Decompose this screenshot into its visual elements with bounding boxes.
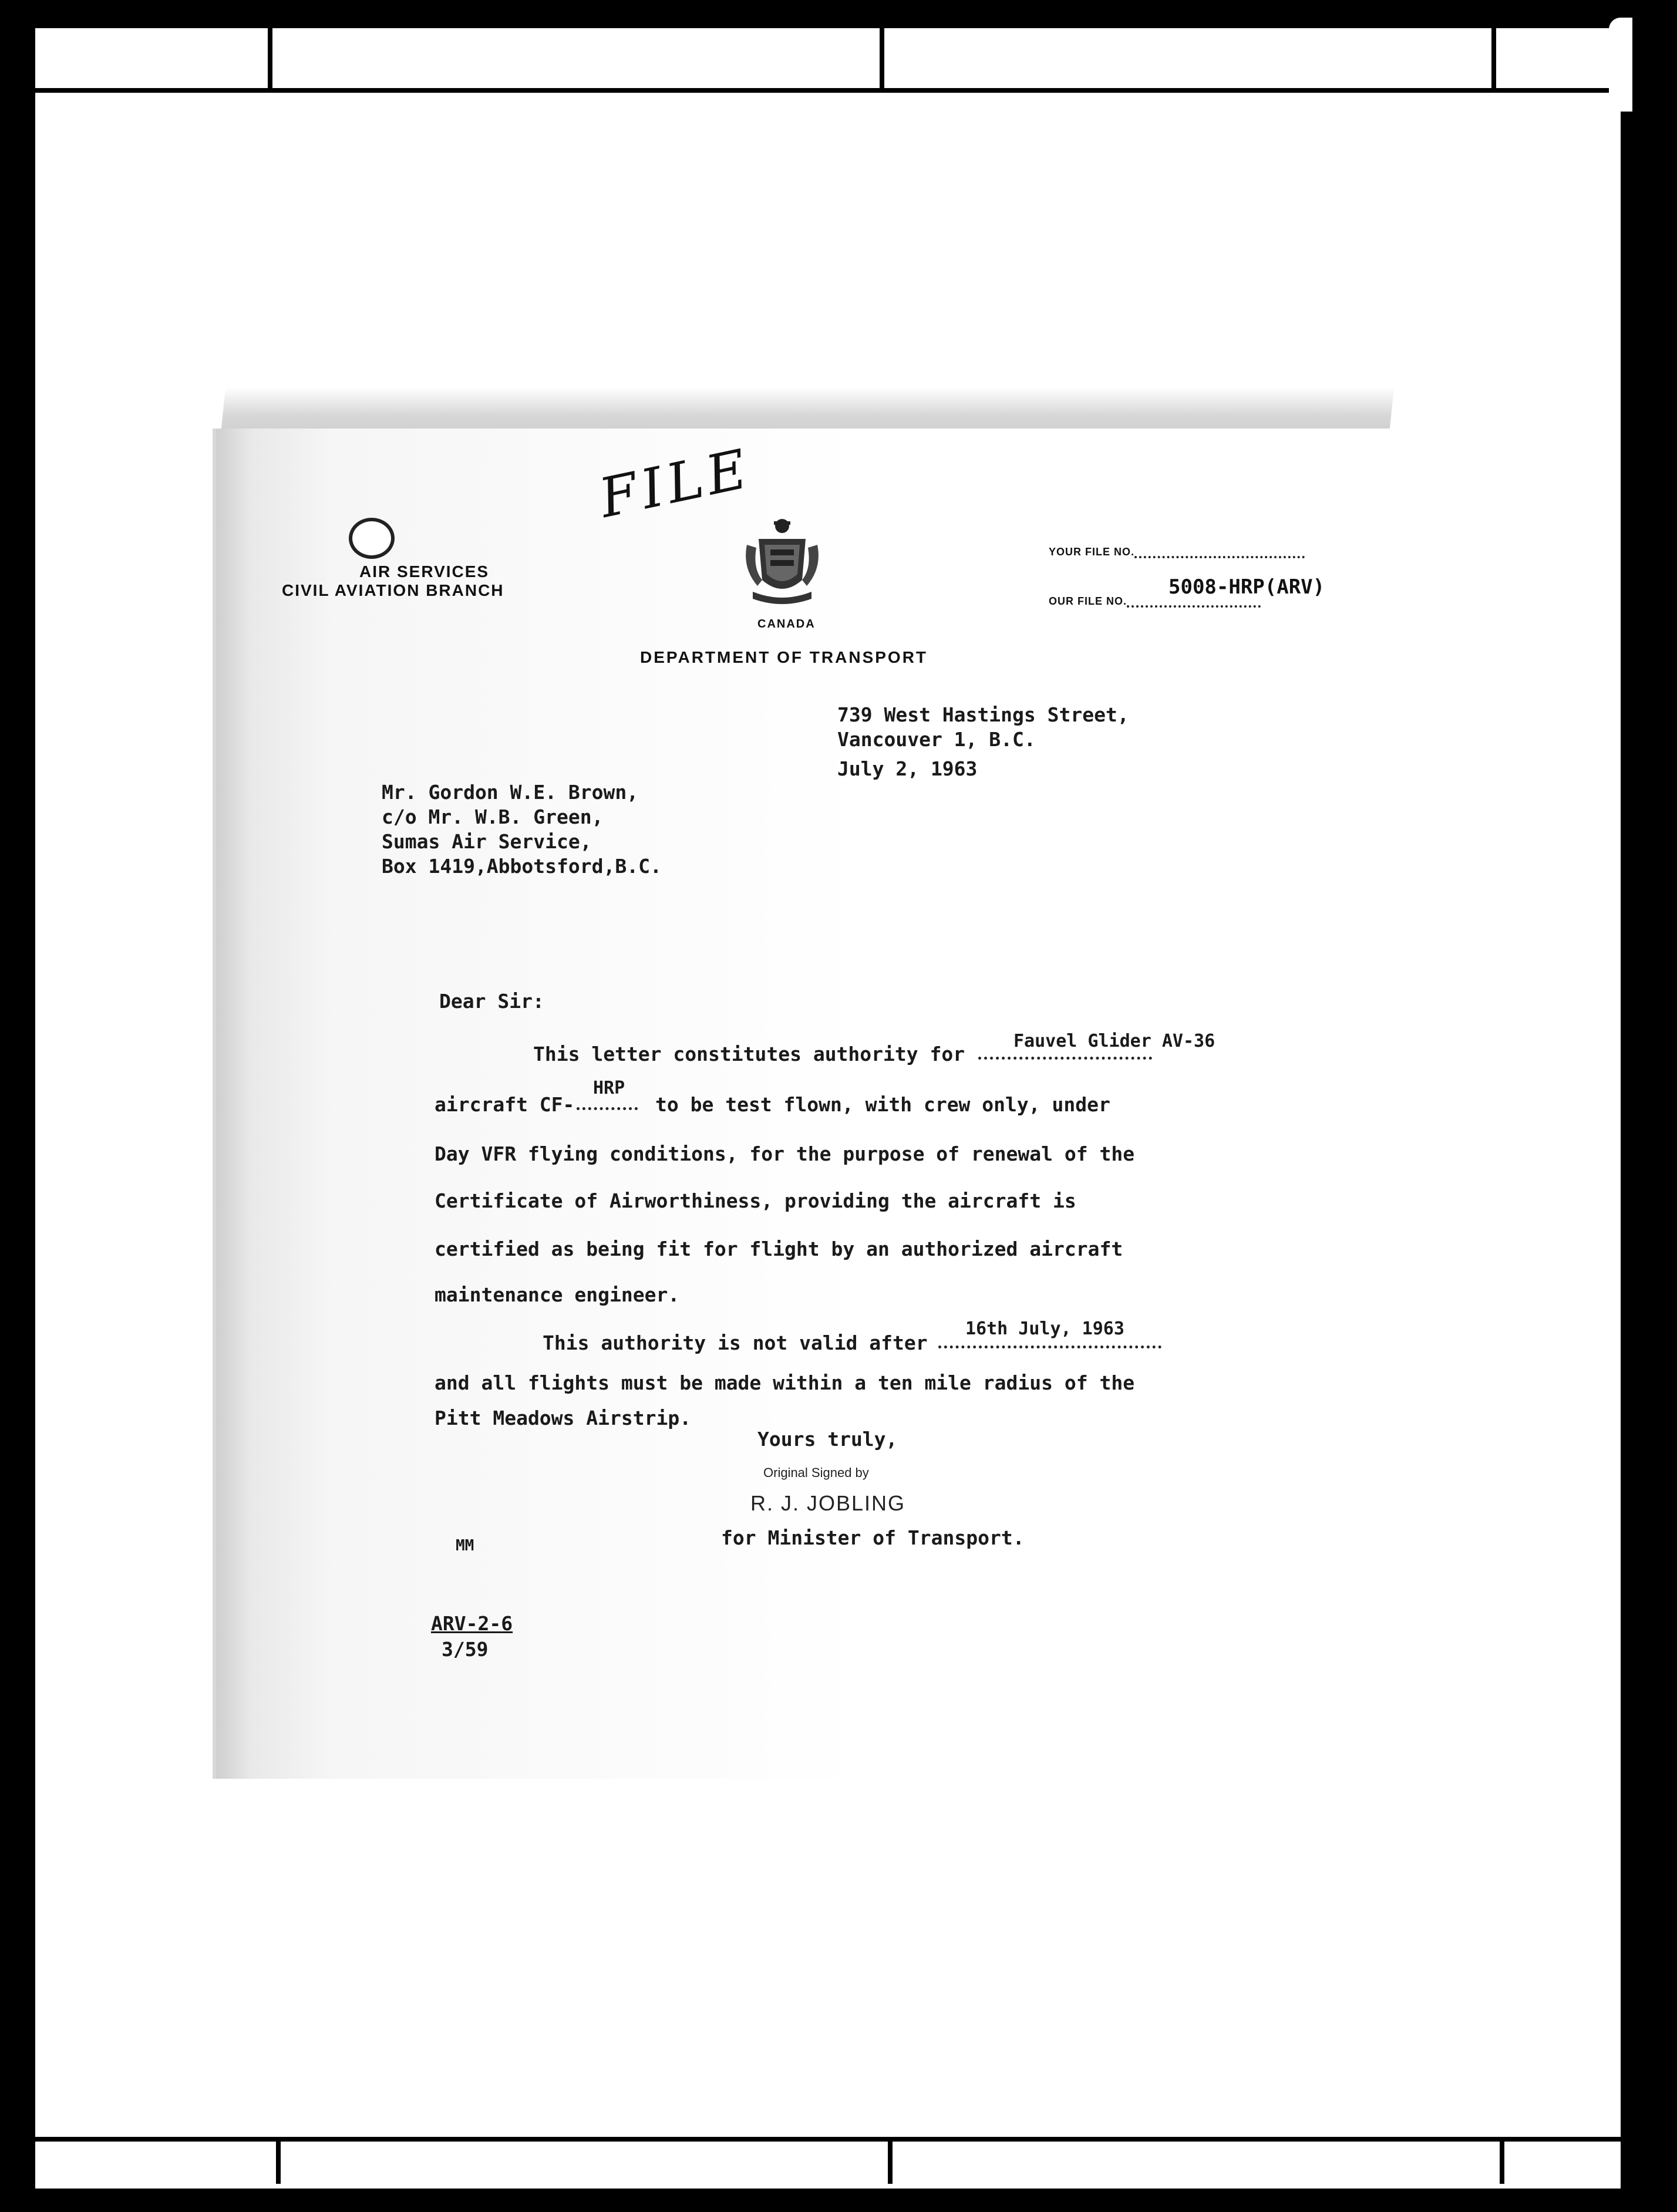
body-line-1: This letter constitutes authority for <box>533 1043 965 1065</box>
form-date: 3/59 <box>442 1638 489 1661</box>
original-signed-stamp: Original Signed by <box>763 1465 869 1480</box>
registration-fill: HRP <box>593 1078 625 1098</box>
body-line-3: Day VFR flying conditions, for the purpose of renewal of the <box>435 1142 1135 1165</box>
recipient-line-3: Sumas Air Service, <box>382 830 592 853</box>
aircraft-type-fill: Fauvel Glider AV-36 <box>1013 1031 1215 1051</box>
body-line-5: certified as being fit for flight by an authorized aircraft <box>435 1237 1123 1260</box>
frame-notch <box>1609 18 1632 112</box>
frame-tick <box>276 2137 281 2184</box>
our-file-number: 5008-HRP(ARV) <box>1168 575 1325 599</box>
typist-initials: MM <box>456 1537 474 1555</box>
salutation: Dear Sir: <box>439 990 544 1013</box>
frame-tick <box>1491 28 1496 93</box>
frame-tick <box>1500 2137 1504 2184</box>
frame-top-border <box>35 28 1621 93</box>
frame-right-edge <box>1621 0 1677 2212</box>
body-para-2-line-1: This authority is not valid after <box>543 1331 928 1354</box>
dotted-blank <box>1127 605 1261 608</box>
dotted-blank <box>577 1107 638 1110</box>
branch-line-2: CIVIL AVIATION BRANCH <box>282 581 504 599</box>
signatory-title: for Minister of Transport. <box>721 1526 1025 1549</box>
signatory-name: R. J. JOBLING <box>750 1491 906 1515</box>
coat-of-arms-icon <box>741 515 823 609</box>
country-label: CANADA <box>757 618 816 630</box>
dotted-blank <box>1134 556 1305 558</box>
frame-tick <box>880 28 884 93</box>
branch-line-1: AIR SERVICES <box>359 562 490 581</box>
your-file-label: YOUR FILE NO. <box>1049 546 1135 558</box>
sender-address-line-2: Vancouver 1, B.C. <box>837 728 1036 751</box>
frame-bottom-border <box>35 2137 1621 2184</box>
body-para-2-line-3: Pitt Meadows Airstrip. <box>435 1407 692 1429</box>
frame-tick <box>268 28 272 93</box>
recipient-line-2: c/o Mr. W.B. Green, <box>382 805 604 828</box>
our-file-label: OUR FILE NO. <box>1049 595 1127 607</box>
recipient-line-1: Mr. Gordon W.E. Brown, <box>382 781 639 804</box>
punch-hole <box>349 518 395 559</box>
department-title: DEPARTMENT OF TRANSPORT <box>640 648 928 666</box>
body-line-4: Certificate of Airworthiness, providing the aircraft is <box>435 1189 1076 1212</box>
body-para-2-line-2: and all flights must be made within a ten mile radius of the <box>435 1371 1135 1394</box>
handwritten-file-mark: FILE <box>594 437 757 530</box>
sender-address-line-1: 739 West Hastings Street, <box>837 703 1129 726</box>
valid-until-fill: 16th July, 1963 <box>965 1319 1124 1339</box>
frame-tick <box>888 2137 893 2184</box>
body-line-6: maintenance engineer. <box>435 1283 680 1306</box>
form-code: ARV-2-6 <box>431 1612 513 1635</box>
your-file-field <box>1049 546 1305 558</box>
paper-edge <box>221 387 1394 434</box>
letter-date: July 2, 1963 <box>837 757 978 780</box>
body-line-2-prefix: aircraft CF- <box>435 1093 575 1116</box>
body-line-2-suffix: to be test flown, with crew only, under <box>655 1093 1110 1116</box>
dotted-blank <box>978 1057 1152 1060</box>
dotted-blank <box>938 1346 1161 1348</box>
complimentary-close: Yours truly, <box>757 1428 898 1451</box>
recipient-line-4: Box 1419,Abbotsford,B.C. <box>382 855 662 878</box>
